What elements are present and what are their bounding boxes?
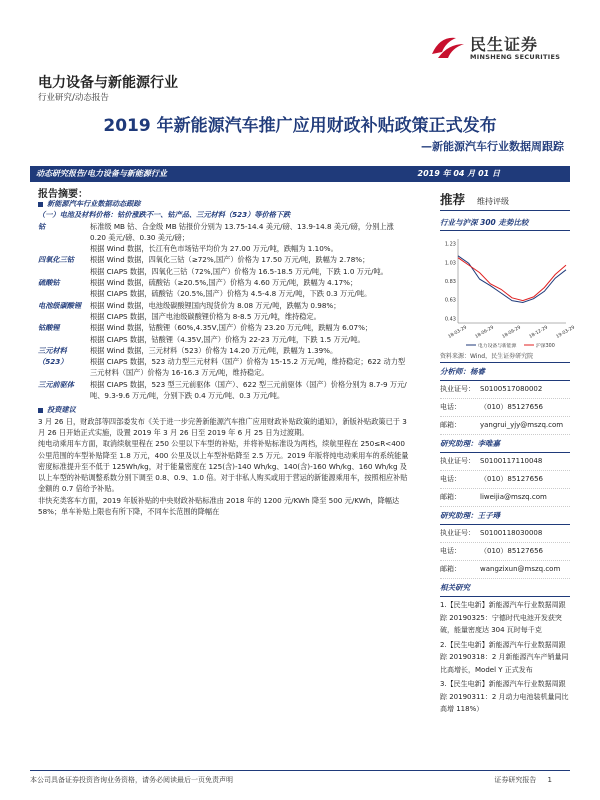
contact-row: 执业证号： S0100118030008: [440, 525, 570, 543]
contact-row: 电话： （010）85127656: [440, 543, 570, 561]
logo-icon: [430, 34, 466, 62]
subsection-heading: （一）电池及材料价格：钴价涨跌不一、钴产品、三元材料（523）等价格下跌: [38, 210, 291, 220]
price-item-label: 三元材料（523）: [38, 345, 68, 367]
related-item[interactable]: 1.【民生电新】新能源汽车行业数据周跟踪 20190325：宁德时代电池开发获突破，能量密度达 304 瓦时每千克: [440, 601, 566, 634]
price-item-text: 标准级 MB 钴、合金级 MB 钴报价分别为 13.75-14.4 美元/磅、13.9-14.8 美元/磅，分别上涨 0.20 美元/磅、0.30 美元/磅； 根据 Wind 数据，长江有色市场钴平均价为 27.00 万元/吨，跌幅为 1.10%。: [90, 221, 394, 254]
assistant1-heading: 研究助理：李唯嘉: [440, 435, 570, 453]
summary-body: [38, 198, 410, 517]
price-item: [38, 277, 410, 300]
price-item-text: 根据 Wind 数据，四氧化三钴（≥72%,国产）价格为 17.50 万元/吨，跌幅为 2.78%； 根据 CIAPS 数据，四氧化三钴（72%,国产）价格为 16.5-18.5 万元/吨，下跌 1.0 万元/吨。: [90, 255, 388, 276]
trend-chart: [440, 231, 576, 349]
report-type: 行业研究/动态报告: [38, 93, 109, 103]
price-item: [38, 379, 410, 402]
section-heading: 新能源汽车行业数据动态跟踪: [38, 198, 410, 209]
footer-disclaimer: 本公司具备证券投资咨询业务资格，请务必阅读最后一页免责声明: [30, 776, 233, 784]
page-subtitle: —新能源汽车行业数据周跟踪: [421, 140, 564, 153]
legend-label: 沪深300: [536, 344, 555, 349]
price-item: [38, 300, 410, 323]
rating-note: 维持评级: [477, 197, 510, 206]
contact-row: 电话： （010）85127656: [440, 399, 570, 417]
page-number: 1: [547, 776, 552, 784]
y-tick-label: 0.63: [444, 297, 456, 304]
contact-row: 邮箱： yangrui_yjy@mszq.com: [440, 417, 570, 435]
rating-value: 推荐: [440, 192, 466, 207]
sidebar: [440, 190, 576, 716]
price-item-label: 三元前驱体: [38, 379, 74, 389]
x-tick-label: 18-12-29: [528, 325, 549, 340]
footer-right: 证券研究报告 1: [494, 776, 552, 784]
related-item[interactable]: 3.【民生电新】新能源汽车行业数据周跟踪 20190311：2 月动力电池装机量同比高增 118%）: [440, 680, 569, 713]
rating: [440, 190, 570, 211]
bullet-icon: [38, 202, 43, 207]
analyst-heading: 分析师：杨睿: [440, 363, 570, 381]
contact-row: 电话： （010）85127656: [440, 471, 570, 489]
x-tick-label: 19-03-29: [555, 325, 576, 340]
price-item-label: 硫酸钴: [38, 278, 60, 288]
logo-en: MINSHENG SECURITIES: [470, 52, 561, 61]
summary-heading: 报告摘要：: [38, 189, 88, 200]
price-item-label: 钴酸锂: [38, 323, 60, 333]
bullet-icon: [38, 408, 43, 413]
legend-label: 电力设备与新能源: [478, 344, 517, 349]
banner-label: 动态研究报告/电力设备与新能源行业: [36, 169, 167, 178]
price-item: [38, 221, 410, 255]
price-items: [38, 221, 410, 402]
industry-heading: 电力设备与新能源行业: [38, 75, 178, 91]
report-date: 2019 年 04 月 01 日: [417, 169, 500, 178]
x-tick-label: 18-09-29: [501, 325, 522, 340]
report-banner: [30, 166, 570, 182]
investment-paragraphs: [38, 416, 410, 518]
price-item: [38, 322, 410, 345]
related-heading: 相关研究: [440, 579, 570, 597]
related-item[interactable]: 2.【民生电新】新能源汽车行业数据周跟踪 20190318：2 月新能源汽车产销量同比高增长，Model Y 正式发布: [440, 640, 569, 674]
company-logo: [430, 34, 560, 62]
price-item-text: 根据 Wind 数据，三元材料（523）价格为 14.20 万元/吨，跌幅为 1.39%。 根据 CIAPS 数据，523 动力型三元材料（国产）价格为 15-15.2 万元/吨，维持稳定；622 动力型三元材料（国产）价格为 16-16.3 万元/吨，维持稳定。: [90, 345, 406, 378]
section-heading: 投资建议: [38, 404, 410, 415]
contact-row: 执业证号： S0100117110048: [440, 453, 570, 471]
related-list: [440, 599, 570, 716]
analyst-info: [440, 381, 570, 435]
assistant2-info: [440, 525, 570, 579]
price-item-text: 根据 CIAPS 数据，523 型三元前驱体（国产）、622 型三元前驱体（国产）价格分别为 8.7-9 万元/吨、9.3-9.6 万元/吨，分别下跌 0.4 万元/吨、0.3 万元/吨。: [90, 379, 407, 401]
y-tick-label: 1.23: [444, 241, 456, 248]
chart-heading: 行业与沪深 300 走势比较: [440, 215, 570, 231]
y-tick-label: 1.03: [444, 260, 456, 267]
x-tick-label: 18-03-29: [447, 325, 468, 340]
y-tick-label: 0.83: [444, 279, 456, 285]
y-tick-label: 0.43: [444, 316, 456, 323]
contact-row: 邮箱： liweijia@mszq.com: [440, 489, 570, 507]
series-line: [458, 258, 566, 301]
paragraph: 非快充类客车方面，2019 年版补贴的中央财政补贴标准由 2018 年的 1200 元/KWh 降至 500 元/KWh，降幅达 58%；单车补贴上限也有所下降，不同车长范围的降幅在: [38, 495, 400, 517]
price-item-text: 根据 Wind 数据，钴酸锂（60%,4.35V,国产）价格为 23.20 万元/吨，跌幅为 6.07%； 根据 CIAPS 数据，钴酸锂（4.35V,国产）价格为 22-23 万元/吨，下跌 1.5 万元/吨。: [90, 323, 373, 344]
footer: [30, 770, 570, 785]
chart-source: 资料来源：Wind，民生证券研究院: [440, 349, 570, 363]
logo-cn: 民生证券: [470, 34, 539, 54]
price-item: [38, 345, 410, 379]
x-tick-label: 18-06-29: [474, 325, 495, 340]
price-item-label: 钴: [38, 221, 46, 231]
contact-row: 邮箱： wangzixun@mszq.com: [440, 561, 570, 579]
contact-row: 执业证号： S0100517080002: [440, 381, 570, 399]
series-line: [458, 256, 566, 303]
assistant1-info: [440, 453, 570, 507]
price-item-label: 四氧化三钴: [38, 255, 74, 265]
price-item-text: 根据 Wind 数据，硫酸钴（≥20.5%,国产）价格为 4.60 万元/吨，跌幅为 4.17%； 根据 CIAPS 数据，硫酸钴（20.5%,国产）价格为 4.5-4.8 万元/吨，下跌 0.3 万元/吨。: [90, 278, 372, 299]
page-title: 2019 年新能源汽车推广应用财政补贴政策正式发布: [103, 116, 497, 136]
price-item: [38, 254, 410, 277]
price-item-text: 根据 Wind 数据，电池级碳酸锂国内现货价为 8.08 万元/吨，跌幅为 0.98%； 根据 CIAPS 数据，国产电池级碳酸锂价格为 8-8.5 万元/吨，维持稳定。: [90, 300, 341, 321]
paragraph: 3 月 26 日，财政部等四部委发布《关于进一步完善新能源汽车推广应用财政补贴政策的通知》，新版补贴政策已于 3 月 26 日开始正式实施，设置 2019 年 3 月 26 日至 2019 年 6 月 25 日为过渡期。: [38, 416, 407, 437]
assistant2-heading: 研究助理：王子璕: [440, 507, 570, 525]
paragraph: 纯电动乘用车方面，取消续航里程在 250 公里以下车型的补贴，并将补贴标准设为两档，续航里程在 250≤R<400 公里范围的车型补贴降至 1.8 万元，400 公里及以上车型补贴降至 2.5 万元。2019 年版将纯电动乘用车的系统能量密度标准提升至不低于 125Wh/kg，对于能量密度在 125(含)-140 Wh/kg、140(含)-160 Wh/kg、160 Wh/kg 及以上车型的补贴调整系数分别下调至 0.8、0.9、1.0 倍。对于非私人购买或用于营运的新能源乘用车，按照相应补贴金额的 0.7 倍给予补贴。: [38, 439, 409, 494]
price-item-label: 电池级碳酸锂: [38, 300, 82, 310]
trend-chart-svg: [440, 231, 576, 349]
